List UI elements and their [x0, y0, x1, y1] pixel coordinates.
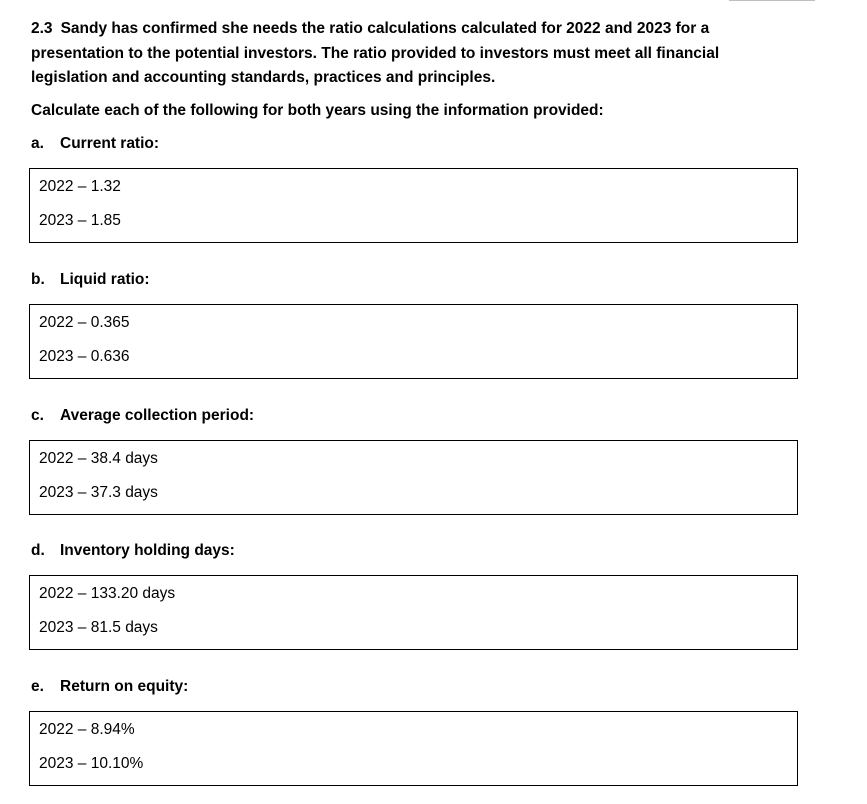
answer-box-current-ratio[interactable]	[29, 168, 798, 243]
item-letter: e.	[31, 678, 44, 695]
item-label-average-collection-period	[31, 405, 254, 427]
item-letter: c.	[31, 407, 44, 424]
answer-box-inventory-holding-days[interactable]	[29, 575, 798, 650]
item-label-current-ratio	[31, 133, 159, 155]
answer-2022: 2022 – 1.32	[39, 178, 121, 195]
question-line-1: Sandy has confirmed she needs the ratio calculations calculated for 2022 and 2023 for a	[60, 20, 710, 37]
item-label-liquid-ratio	[31, 269, 150, 291]
item-label-return-on-equity	[31, 676, 188, 698]
answer-2023: 2023 – 37.3 days	[39, 484, 158, 501]
question-line-2: presentation to the potential investors. The ratio provided to investors must meet all financial	[31, 44, 720, 62]
question-text	[31, 17, 791, 91]
answer-2022: 2022 – 8.94%	[39, 721, 135, 738]
answer-2022: 2022 – 133.20 days	[39, 585, 176, 602]
answer-2022: 2022 – 38.4 days	[39, 450, 158, 467]
answer-2023: 2023 – 1.85	[39, 212, 121, 229]
answer-2022: 2022 – 0.365	[39, 314, 130, 331]
answer-box-liquid-ratio[interactable]	[29, 304, 798, 379]
item-letter: a.	[31, 135, 44, 152]
item-title: Liquid ratio:	[60, 271, 150, 288]
question-line-3: legislation and accounting standards, practices and principles.	[31, 69, 496, 86]
item-title: Inventory holding days:	[60, 542, 235, 559]
item-title: Current ratio:	[60, 135, 160, 152]
answer-box-return-on-equity[interactable]	[29, 711, 798, 786]
item-letter: d.	[31, 542, 45, 559]
item-title: Average collection period:	[60, 407, 255, 424]
item-title: Return on equity:	[60, 678, 189, 695]
answer-box-average-collection-period[interactable]	[29, 440, 798, 515]
answer-2023: 2023 – 81.5 days	[39, 619, 158, 636]
top-divider	[729, 0, 815, 1]
item-label-inventory-holding-days	[31, 540, 235, 562]
item-letter: b.	[31, 271, 45, 288]
instruction-text: Calculate each of the following for both years using the information provided:	[31, 102, 604, 119]
answer-2023: 2023 – 10.10%	[39, 755, 144, 772]
question-number: 2.3	[31, 20, 53, 37]
answer-2023: 2023 – 0.636	[39, 348, 130, 365]
